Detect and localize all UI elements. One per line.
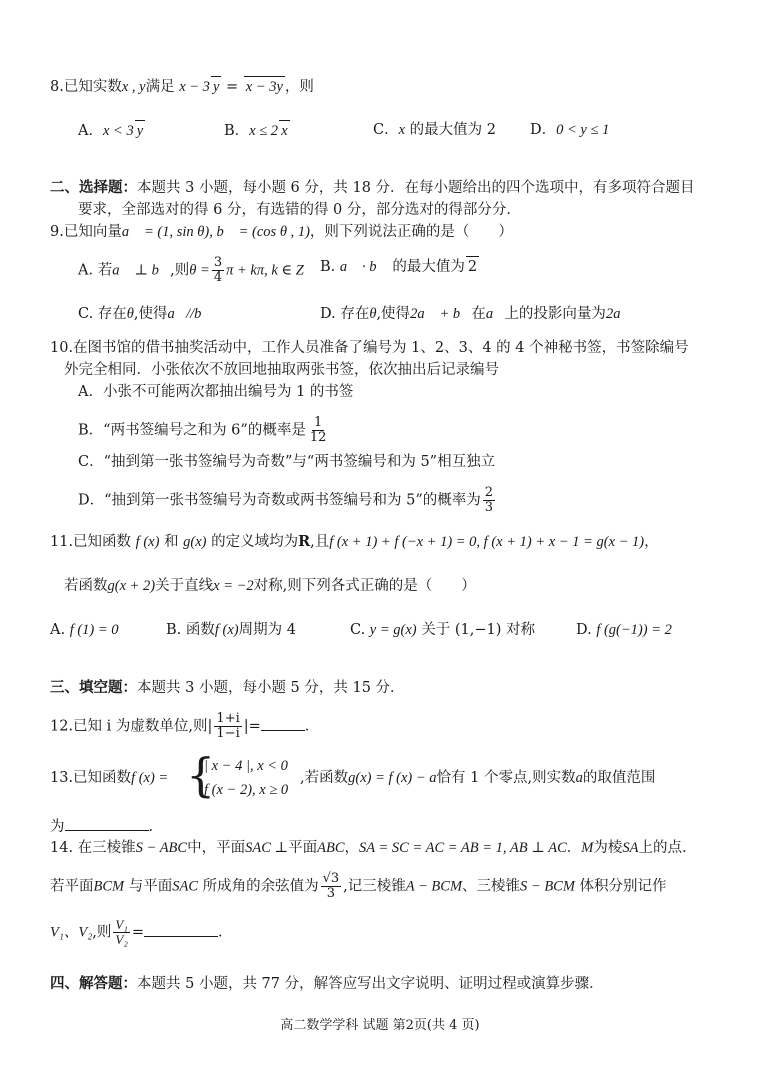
q11-stem — [50, 532, 659, 552]
q14-l2-text-d: ,记三棱锥 — [343, 878, 406, 895]
section-2-header-cont — [78, 200, 521, 220]
q13-brace: { — [186, 748, 216, 802]
q11-option-d-expr: f (g(−1)) = 2 — [596, 622, 672, 638]
q11-option-c — [350, 620, 535, 640]
q13-case-1 — [204, 756, 288, 776]
q13-rest: 恰有 1 个零点,则实数 — [436, 770, 576, 786]
page-footer — [0, 1016, 760, 1036]
q14-text-a: 14. 在三棱锥 — [50, 840, 136, 856]
q11-option-d — [576, 620, 672, 640]
q9-option-a-expr: a⃗ ⊥ b⃗ — [112, 262, 171, 279]
q9-option-b-expr: a⃗ · b⃗ — [339, 259, 388, 275]
q14-answer-blank[interactable] — [144, 922, 218, 937]
q14-l2-text-f: 体积分别记作 — [579, 878, 667, 895]
q14-abcm: A − BCM — [405, 878, 463, 895]
q9-option-b-label: B. — [320, 259, 336, 275]
q13-stem-cont — [50, 816, 163, 837]
section-2-instructions-cont: 要求，全部选对的得 6 分，有选错的得 0 分，部分选对的得部分分． — [78, 202, 521, 218]
q14-l3-then: ,则 — [92, 924, 112, 941]
q14-text-b: 中，平面 — [187, 840, 246, 856]
q9-stem-end: ，则下列说法正确的是（ ） — [309, 224, 513, 240]
q13-stem-text: 13.已知函数 — [50, 770, 132, 786]
q8-eq-left: x − 3 — [179, 79, 210, 95]
q9-option-d-text3: 上的投影向量为 — [504, 306, 606, 322]
q11-option-a-label: A. — [50, 622, 66, 638]
section-2-header — [50, 178, 695, 198]
q12-eq: = — [248, 718, 261, 735]
q14-line-2 — [50, 872, 667, 901]
q9-vec-a: a⃗ = (1, sin θ), — [121, 224, 217, 240]
q8-eq-mid: = — [221, 79, 243, 95]
q11-cond: ,且 — [310, 534, 330, 550]
q9-option-d-expr2: a⃗ — [485, 306, 505, 322]
q14-text-g: 上的点. — [638, 840, 687, 856]
q8-stem-end: ，则 — [284, 79, 314, 95]
q11-domain: 的定义域均为 — [211, 534, 299, 550]
q14-text-c: 平面 — [288, 840, 318, 856]
q14-line-3 — [50, 918, 233, 947]
q14-bcm: BCM — [93, 878, 125, 895]
q8-option-c-var: x — [398, 122, 406, 138]
q8-option-a — [78, 120, 145, 141]
q8-option-d-label: D． — [530, 122, 557, 138]
q10-b-num: 1 — [313, 415, 323, 430]
q14-text-f: 为棱 — [593, 840, 623, 856]
q8-option-b-label: B． — [224, 123, 250, 139]
q8-option-d-expr: 0 < y ≤ 1 — [556, 122, 610, 138]
q13-case-2-text: f (x − 2), x ≥ 0 — [204, 782, 289, 798]
q14-sabc: S − ABC — [135, 840, 188, 856]
q9-option-d-label: D. 存在 — [320, 306, 370, 322]
q10-stem-text: 10.在图书馆的借书抽奖活动中，工作人员准备了编号为 1、2、3、4 的 4 个神秘书签，书签除编号 — [50, 340, 689, 356]
q11-option-b — [166, 620, 296, 640]
q11-option-b-text: 周期为 4 — [238, 622, 296, 638]
q9-option-b-text: 的最大值为 — [392, 259, 465, 275]
q10-option-c-text: C．“抽到第一张书签编号为奇数”与“两书签编号和为 5”相互独立 — [78, 454, 496, 470]
q8-option-c-label: C． — [373, 122, 399, 138]
q14-volume-fraction — [113, 918, 129, 947]
q13-f: f (x) = — [131, 770, 169, 786]
q10-option-b — [78, 416, 330, 445]
q13-case-1-text: | x − 4 |, x < 0 — [204, 758, 288, 774]
q9-option-d — [320, 304, 632, 324]
section-4-instructions: 本题共 5 小题，共 77 分，解答应写出文字说明、证明过程或演算步骤． — [137, 976, 604, 992]
q8-option-b-root: x — [279, 120, 289, 141]
q11-comma: ， — [644, 534, 659, 550]
q12-num: 1+i — [216, 711, 240, 726]
q11-option-a-expr: f (1) = 0 — [69, 622, 119, 638]
q11-stem-text: 11.已知函数 — [50, 534, 132, 550]
q9-option-c — [78, 304, 213, 324]
q9-option-d-text2: 在 — [471, 306, 486, 322]
q10-option-a-text: A．小张不可能两次都抽出编号为 1 的书签 — [78, 384, 354, 400]
q9-stem — [50, 222, 513, 242]
q11-option-c-expr: y = g(x) — [369, 622, 417, 638]
q10-d-den: 3 — [484, 500, 494, 515]
q8-stem-text-b: 满足 — [145, 79, 175, 95]
q14-v-num: V₁ — [115, 917, 128, 932]
q14-cos-num: √3 — [322, 871, 340, 886]
q14-v1-v2: V₁、V₂ — [50, 924, 93, 941]
q14-l2-text-a: 若平面 — [50, 878, 94, 895]
q10-stem — [50, 338, 689, 358]
q14-eq: SA = SC = AC = AB = 1, AB ⊥ AC — [359, 840, 567, 856]
q9-option-a — [78, 256, 304, 285]
q11-and: 和 — [164, 534, 179, 550]
q14-text-e: ． — [566, 840, 582, 856]
q9-stem-text: 9.已知向量 — [50, 224, 122, 240]
q10-option-d-fraction — [483, 486, 495, 515]
q14-l3-end: ． — [218, 924, 233, 941]
section-3-title: 三、填空题： — [50, 679, 137, 696]
q11-option-c-label: C. — [350, 622, 366, 638]
q9-option-b-root: 2 — [466, 256, 479, 277]
q11-line2-text-c: 对称,则下列各式正确的是（ ） — [253, 578, 476, 594]
q9-option-d-expr3: 2a⃗ — [605, 306, 632, 322]
q14-m: M — [581, 840, 594, 856]
q11-option-d-label: D. — [576, 622, 592, 638]
q9-option-c-label: C. 存在 — [78, 306, 127, 322]
q14-v-den: V₂ — [115, 932, 128, 947]
q13-g: g(x) = f (x) − a — [348, 770, 437, 786]
q11-R: R — [298, 533, 311, 550]
q10-option-a — [78, 382, 353, 402]
section-4-header — [50, 974, 604, 994]
q13-a: a — [575, 770, 583, 786]
q8-vars: x , y — [121, 79, 146, 95]
q9-option-a-fraction — [212, 256, 224, 285]
q9-option-a-mid: ,则 — [170, 262, 190, 279]
q14-line-1 — [50, 838, 687, 858]
q14-l2-text-e: 、三棱锥 — [462, 878, 521, 895]
q12-fraction — [214, 712, 241, 741]
section-4-title: 四、解答题： — [50, 975, 137, 992]
q9-option-d-expr1: 2a⃗ + b⃗ — [410, 306, 472, 322]
q14-abc: ABC — [317, 840, 345, 856]
q9-fraction-den: 4 — [213, 270, 223, 285]
q8-option-a-expr: x < 3 — [102, 123, 134, 139]
q10-option-b-fraction — [308, 416, 329, 445]
q11-stem-cont — [64, 576, 476, 596]
q9-option-a-theta: θ = — [189, 262, 210, 279]
q13-stem — [50, 768, 168, 788]
q11-f: f (x) — [135, 534, 160, 550]
q8-option-b — [224, 120, 290, 141]
section-3-instructions: 本题共 3 小题，每小题 5 分，共 15 分． — [137, 680, 405, 696]
q13-mid: ,若函数 — [300, 770, 349, 786]
q9-option-c-theta: θ — [126, 306, 134, 322]
q12-den: 1−i — [216, 726, 240, 741]
q8-option-a-label: A． — [78, 123, 103, 139]
q10-stem-text-cont: 外完全相同．小张依次不放回地抽取两张书签，依次抽出后记录编号 — [64, 362, 499, 378]
q10-option-d-text: D．“抽到第一张书签编号为奇数或两书签编号和为 5”的概率为 — [78, 492, 481, 509]
q10-d-num: 2 — [484, 485, 494, 500]
q10-option-b-text: B．“两书签编号之和为 6”的概率是 — [78, 422, 306, 439]
q9-option-a-tail: π + kπ, k ∈ Z — [226, 262, 304, 279]
q12-stem: 12.已知 i 为虚数单位,则| $\frac{1+i}{1-i}$ |= ． — [50, 711, 320, 741]
q14-sbcm: S − BCM — [520, 878, 575, 895]
q8-stem — [50, 76, 314, 97]
q11-line2-text-b: 关于直线 — [155, 578, 214, 594]
q8-option-c — [373, 120, 496, 140]
section-2-instructions: 本题共 3 小题，每小题 6 分，共 18 分．在每小题给出的四个选项中，有多项符合题目 — [137, 180, 695, 196]
q13-rest2: 的取值范围 — [582, 770, 656, 786]
section-3-header — [50, 678, 405, 698]
q14-sa: SA — [622, 840, 639, 856]
q8-option-b-expr: x ≤ 2 — [249, 123, 279, 139]
q8-option-d — [530, 120, 609, 140]
q14-l2-sac: SAC — [172, 878, 198, 895]
q8-stem-text: 8.已知实数 — [50, 79, 122, 95]
q11-equations: f (x + 1) + f (−x + 1) = 0, f (x + 1) + x − 1 = g(x − 1) — [329, 534, 645, 550]
q11-option-b-label: B. 函数 — [166, 622, 215, 638]
page-footer-text: 高二数学学科 试题 第2页(共 4 页) — [280, 1018, 480, 1033]
q13-answer-blank[interactable] — [65, 816, 149, 831]
q11-option-b-expr: f (x) — [214, 622, 239, 638]
section-2-title: 二、选择题： — [50, 179, 137, 196]
q13-stem-right — [300, 768, 655, 788]
q14-cosine-fraction — [321, 872, 342, 901]
q12-answer-blank[interactable] — [261, 716, 305, 731]
q14-text-d: ， — [344, 840, 360, 856]
q8-option-a-root: y — [135, 120, 145, 141]
q10-b-den: 12 — [309, 430, 327, 445]
q9-vec-b: b⃗ = (cos θ , 1) — [216, 224, 310, 240]
q13-case-2 — [204, 780, 288, 800]
q9-option-d-text1: ,使得 — [376, 306, 411, 322]
q13-end: ． — [148, 819, 163, 835]
q11-option-c-text: 关于 (1,−1) 对称 — [421, 622, 535, 638]
q14-l2-text-b: 与平面 — [128, 878, 173, 895]
q10-option-c — [78, 452, 495, 472]
q8-eq-root: y — [211, 76, 221, 97]
q14-sac: SAC ⊥ — [245, 840, 289, 856]
q12-stem-text: 12.已知 i 为虚数单位,则 — [50, 718, 208, 735]
q9-fraction-num: 3 — [213, 255, 223, 270]
q8-option-c-text: 的最大值为 2 — [409, 122, 496, 138]
q9-option-c-text: ,使得 — [133, 306, 168, 322]
q9-option-c-expr: a⃗//b⃗ — [167, 306, 213, 322]
q14-l2-text-c: 所成角的余弦值为 — [202, 878, 319, 895]
q11-line2-g: g(x + 2) — [107, 578, 156, 594]
q11-line2-text: 若函数 — [64, 578, 108, 594]
q11-line2-x: x = −2 — [213, 578, 254, 594]
q9-option-b — [320, 256, 479, 277]
q10-option-d — [78, 486, 497, 515]
q8-eq-right: x − 3y — [244, 76, 285, 97]
q14-cos-den: 3 — [326, 886, 336, 901]
q9-option-d-theta: θ — [369, 306, 377, 322]
q12-end: ． — [304, 718, 320, 735]
q9-option-a-label: A. 若 — [78, 262, 113, 279]
q14-l3-eq: = — [131, 924, 145, 941]
q10-stem-cont — [64, 360, 499, 380]
q11-g: g(x) — [183, 534, 207, 550]
q11-option-a — [50, 620, 119, 640]
q13-line2: 为 — [50, 819, 65, 835]
